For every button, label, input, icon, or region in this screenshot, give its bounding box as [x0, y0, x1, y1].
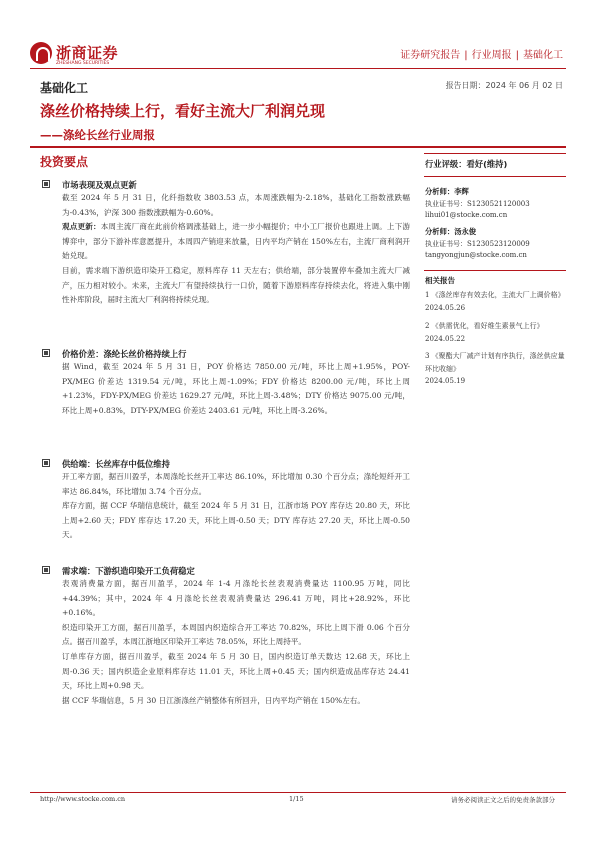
paragraph: 库存方面，据 CCF 华瑞信息统计，截至 2024 年 5 月 31 日，江浙市场 POY 库存达 20.80 天，环比上周+2.60 天；FDY 库存达 17.20 天，环比上周-0.50 天；DTY 库存达 27.20 天，环比上周-0.50 天。	[62, 501, 410, 540]
related-report-date: 2024.05.19	[425, 377, 466, 385]
checkbox-bullet-icon	[42, 180, 50, 188]
related-report-item[interactable]	[425, 320, 565, 345]
section-market	[42, 179, 410, 308]
logo-name-en: ZHESHANG SECURITIES	[56, 61, 110, 66]
section-title: 供给端：长丝库存中低位维持	[62, 459, 170, 469]
analyst-role: 分析师：	[425, 227, 455, 236]
logo-name: 浙商证券	[56, 44, 119, 62]
checkbox-bullet-icon	[42, 566, 50, 574]
page-number: 1/15	[289, 795, 304, 803]
section-price-spread	[42, 348, 410, 418]
paragraph: 观点更新：本周主流厂商在此前价格调涨基础上，进一步小幅提价；中小工厂报价也跟进上调。上下游博弈中，部分下游补库意愿提升，本周四产销迎来放量，日内平均产销在 150%左右，主流厂商利润开始兑现。	[62, 222, 411, 261]
analyst-card	[425, 226, 530, 262]
footer-disclaimer: 请务必阅读正文之后的免责条款部分	[451, 796, 555, 804]
sector-label: 基础化工	[40, 81, 89, 95]
investment-highlights-heading: 投资要点	[40, 155, 89, 169]
section-supply	[42, 458, 410, 543]
header-divider	[30, 68, 566, 69]
title-divider	[30, 146, 566, 148]
section-title: 需求端：下游织造印染开工负荷稳定	[62, 566, 195, 576]
related-reports-heading: 相关报告	[425, 276, 455, 285]
header-tags: 证券研究报告 | 行业周报 | 基础化工	[400, 46, 563, 61]
related-report-date: 2024.05.26	[425, 303, 466, 312]
section-title: 市场表现及观点更新	[62, 180, 137, 190]
paragraph: 订单库存方面，据百川盈孚，截至 2024 年 5 月 30 日，国内织造订单天数达 12.68 天，环比上周-0.36 天；国内织造企业原料库存达 11.01 天，环比上周+0.45 天；国内织造成品库存达 24.41 天，环比上周+0.98 天。	[62, 651, 410, 691]
checkbox-bullet-icon	[42, 349, 50, 357]
related-report-title[interactable]: 2 《供需优化，看好维生素景气上行》	[425, 322, 544, 330]
related-report-title[interactable]: 1 《涤丝库存有效去化，主流大厂上调价格》	[425, 291, 565, 299]
analyst-email[interactable]: lihui01@stocke.com.cn	[425, 211, 508, 219]
tag-research-report: 证券研究报告	[400, 50, 461, 61]
rating-divider-bottom	[424, 176, 566, 177]
analyst-role: 分析师：	[425, 187, 455, 196]
analyst-name: 李辉	[454, 187, 469, 196]
analyst-email[interactable]: tangyongjun@stocke.com.cn	[425, 251, 527, 259]
analyst-cert: 执业证书号：S1230521120003	[425, 199, 530, 208]
paragraph: 开工率方面，据百川盈孚，本周涤纶长丝开工率达 86.10%，环比增加 0.30 个百分点；涤纶短纤开工率达 86.84%，环比增加 3.74 个百分点。	[62, 472, 410, 496]
related-report-date: 2024.05.22	[425, 334, 466, 343]
report-title: 涤丝价格持续上行，看好主流大厂利润兑现	[40, 102, 326, 120]
section-title: 价格价差：涤纶长丝价格持续上行	[62, 349, 187, 359]
company-logo	[30, 40, 130, 70]
logo-mark-icon	[30, 42, 52, 64]
related-report-item[interactable]	[425, 350, 565, 388]
report-subtitle: ——涤纶长丝行业周报	[40, 128, 155, 142]
industry-rating: 行业评级：看好(维持)	[425, 159, 508, 169]
paragraph: 织造印染开工方面，据百川盈孚，本周国内织造综合开工率达 70.82%，环比上周下滑 0.06 个百分点。据百川盈孚，本周江浙地区印染开工率达 78.05%，环比上周持平。	[62, 622, 410, 647]
checkbox-bullet-icon	[42, 459, 50, 467]
paragraph: 目前，需求端下游织造印染开工稳定，原料库存 11 天左右；供给端，部分装置停车叠加主流大厂减产，压力相对较小。未来，主流大厂有望持续执行一口价，随着下游原料库存持续去化，将进入集中刚性补库阶段，届时主流大厂利润将持续兑现。	[62, 265, 410, 305]
related-report-item[interactable]	[425, 289, 565, 314]
paragraph: 据 Wind，截至 2024 年 5 月 31 日，POY 价格达 7850.00 元/吨，环比上周+1.95%，POY-PX/MEG 价差达 1319.54 元/吨，环比上周-1.09%；FDY 价格达 8200.00 元/吨，环比上周+1.23%，FDY-PX/MEG 价差达 1629.27 元/吨，环比上周-3.48%；DTY 价格达 9075.00 元/吨，环比上周+0.83%，DTY-PX/MEG 价差达 2403.61 元/吨，环比上周-3.26%。	[62, 362, 410, 415]
footer-divider	[30, 792, 566, 793]
paragraph: 截至 2024 年 5 月 31 日，化纤指数收 3803.53 点，本周涨跌幅为-2.18%，基础化工指数涨跌幅为-0.43%，沪深 300 指数涨跌幅为-0.60%。	[62, 193, 410, 217]
analyst-name: 汤永俊	[454, 227, 477, 236]
related-report-title[interactable]: 3 《聚酯大厂减产计划有序执行，涤丝供应量环比收缩》	[425, 352, 565, 373]
analyst-card	[425, 186, 530, 222]
footer-website-link[interactable]: http://www.stocke.com.cn	[40, 795, 126, 803]
tag-weekly: 行业周报	[471, 50, 512, 61]
analyst-cert: 执业证书号：S1230523120009	[425, 239, 530, 248]
paragraph: 表观消费量方面，据百川盈孚，2024 年 1-4 月涤纶长丝表观消费量达 1100.95 万吨，同比+44.39%；其中，2024 年 4 月涤纶长丝表观消费量达 296.41 万吨，同比+28.92%，环比+0.16%。	[62, 579, 410, 618]
section-demand	[42, 565, 410, 708]
viewpoint-label: 观点更新：	[62, 222, 101, 232]
related-divider	[424, 270, 566, 271]
report-date: 报告日期：2024 年 06 月 02 日	[445, 81, 563, 90]
tag-sector: 基础化工	[523, 50, 563, 61]
paragraph: 据 CCF 华瑞信息，5 月 30 日江浙涤丝产销整体有所回升，日内平均产销在 150%左右。	[62, 695, 365, 705]
rating-divider-top	[424, 153, 566, 154]
